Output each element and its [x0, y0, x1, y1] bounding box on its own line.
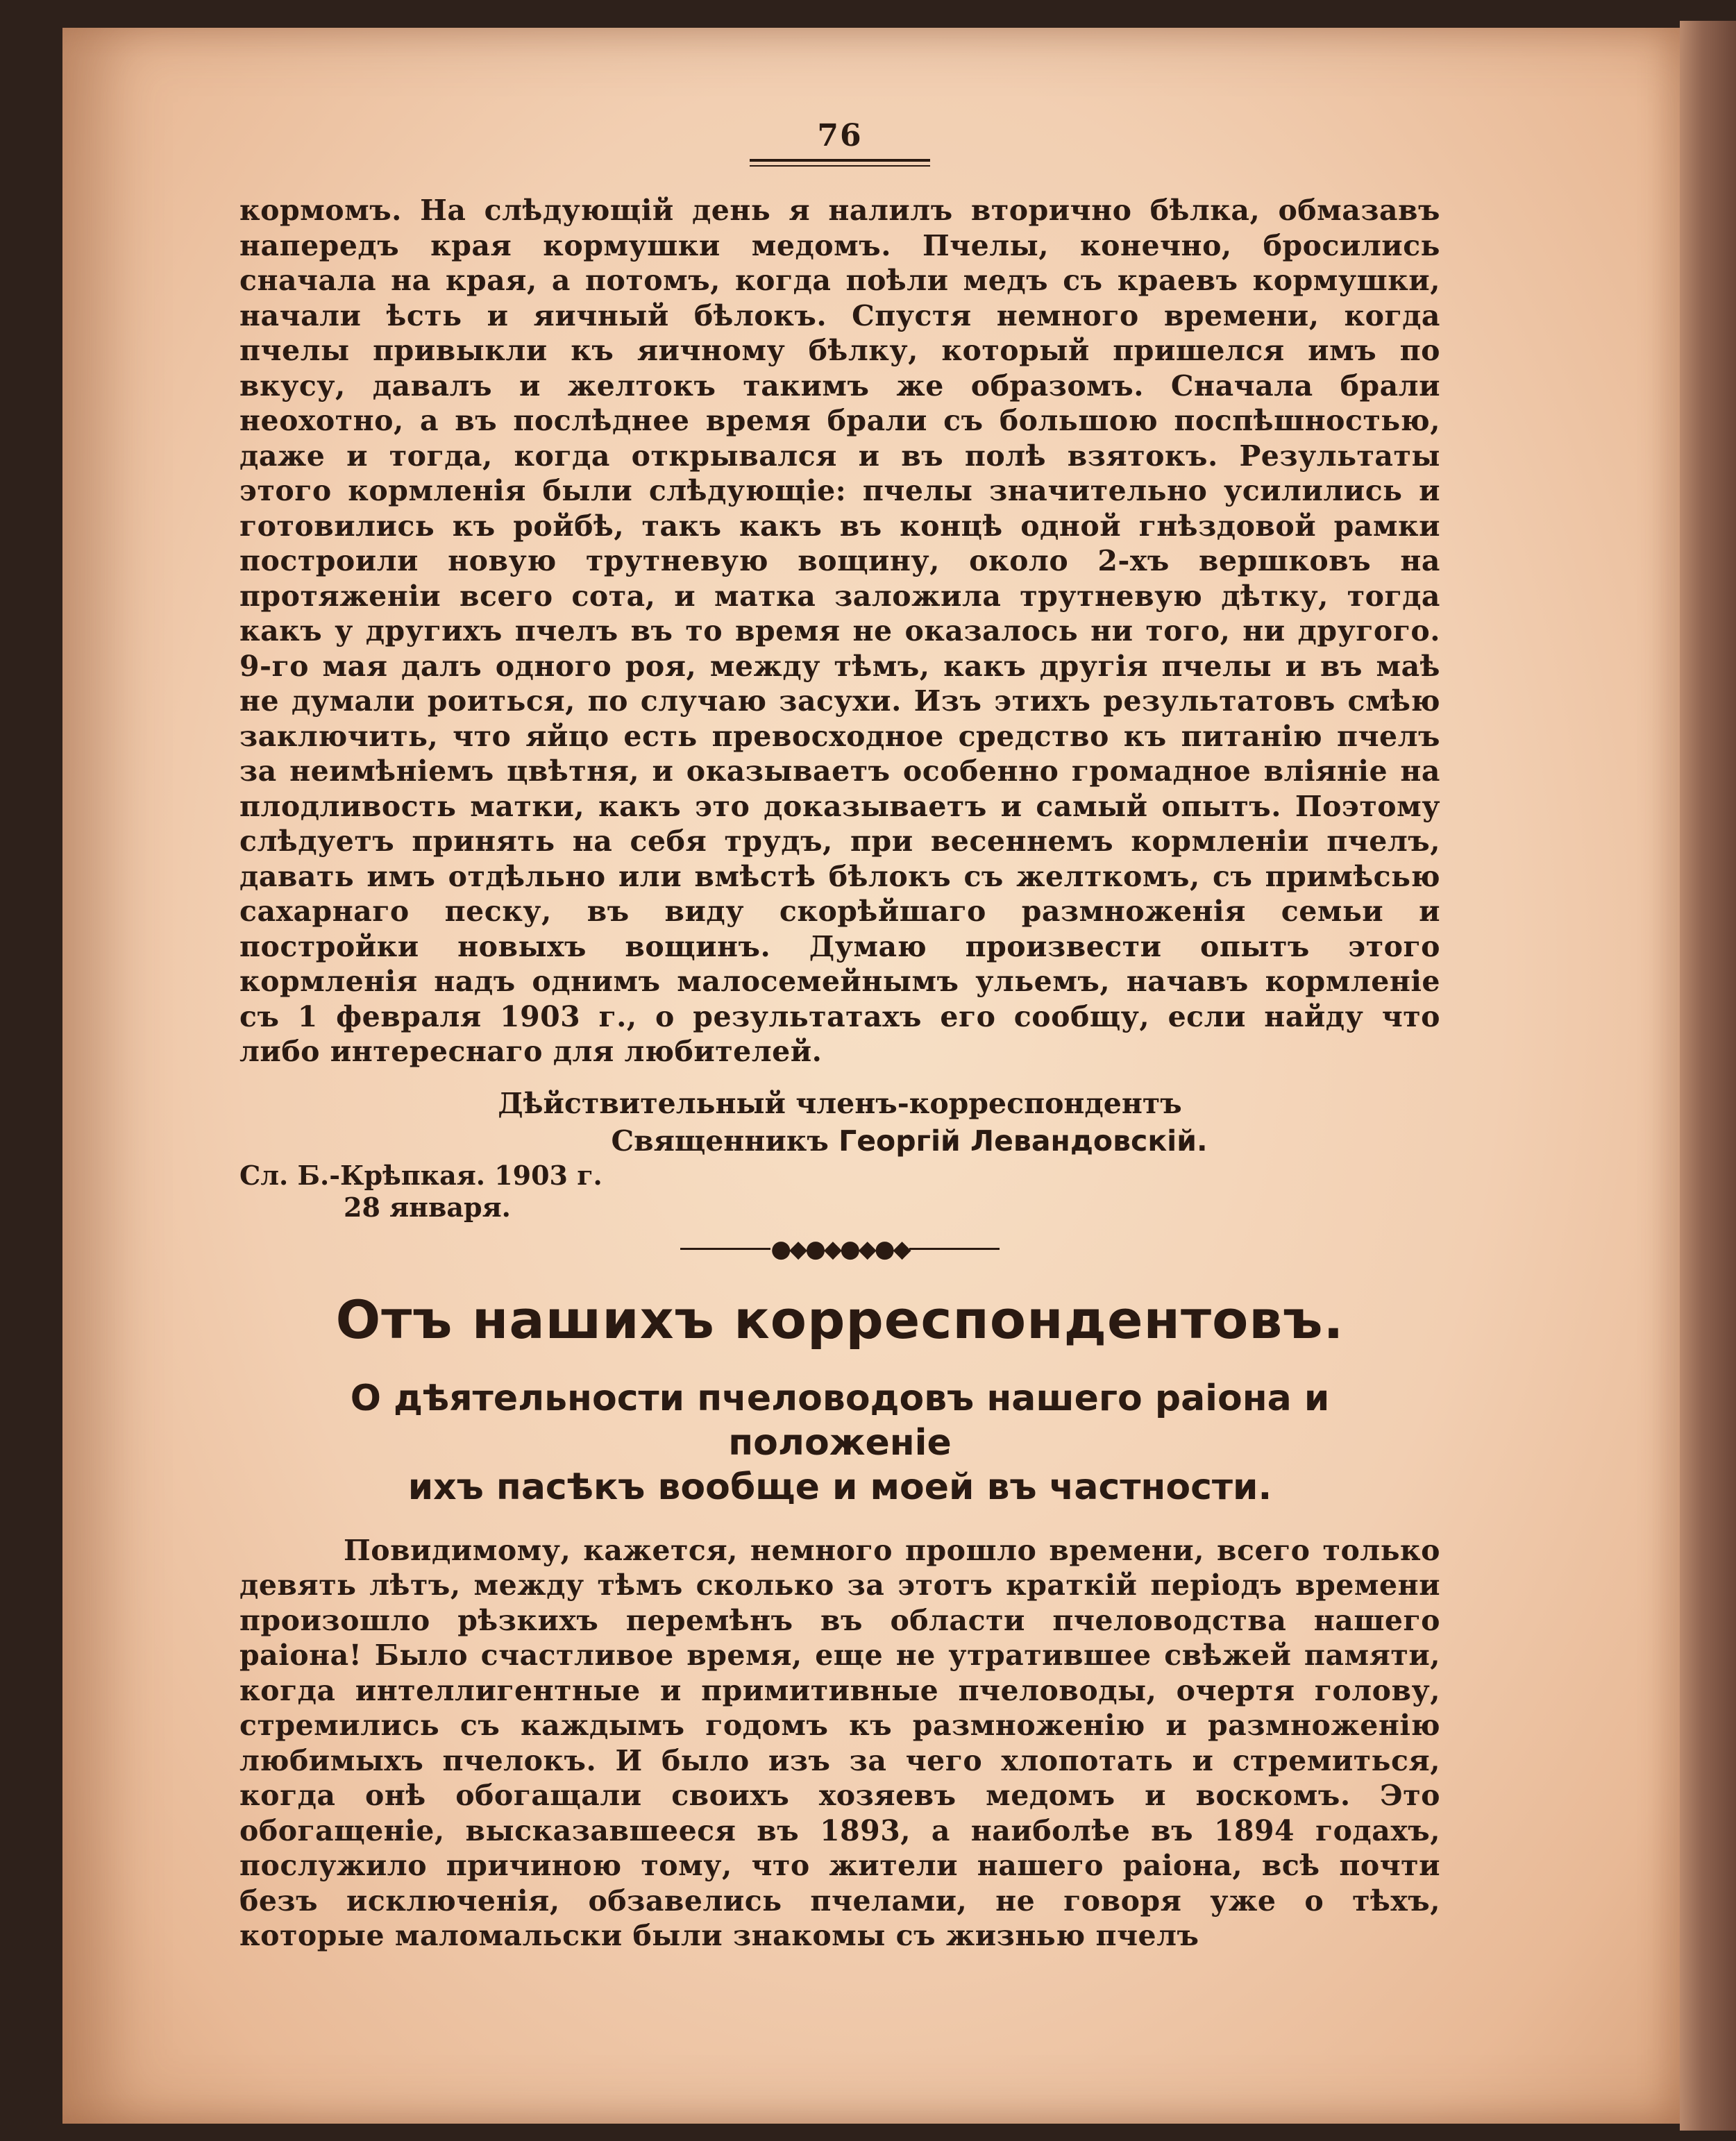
- ornament-line-left: [680, 1248, 770, 1250]
- section-ornament: [239, 1237, 1440, 1261]
- signature-name-line: [239, 1122, 1440, 1160]
- page-content: [239, 118, 1440, 1954]
- place-date: [239, 1160, 1440, 1224]
- article-title-line-1: О дѣятельности пчеловодовъ нашего раіона и положеніе: [350, 1377, 1330, 1464]
- signature-rank: Священникъ: [611, 1124, 829, 1158]
- place: Сл. Б.-Крѣпкая. 1903 г.: [239, 1159, 602, 1191]
- section-title: Отъ нашихъ корреспондентовъ.: [335, 1288, 1345, 1351]
- signature-title: Дѣйствительный членъ-корреспондентъ: [498, 1086, 1182, 1120]
- signature-name: Георгій Левандовскій.: [838, 1124, 1208, 1158]
- date: 28 января.: [344, 1191, 511, 1223]
- signature-block: [239, 1085, 1440, 1160]
- body-paragraph-1: кормомъ. На слѣдующій день я налилъ вторично бѣлка, обмазавъ напередъ края кормушки медомъ. Пчелы, конечно, бросились сначала на края, а потомъ, когда поѣли медъ съ краевъ кормушки, начали ѣсть и яичный бѣлокъ. Спустя немного времени, когда пчелы привыкли къ яичному бѣлку, который пришелся имъ по вкусу, давалъ и желтокъ такимъ же образомъ. Сначала брали неохотно, а въ послѣднее время брали съ большою поспѣшностью, даже и тогда, когда открывался и въ полѣ взятокъ. Результаты этого кормленія были слѣдующіе: пчелы значительно усилились и готовились къ ройбѣ, такъ какъ въ концѣ одной гнѣздовой рамки построили новую трутневую вощину, около 2-хъ вершковъ на протяженіи всего сота, и матка заложила трутневую дѣтку, тогда какъ у другихъ пчелъ въ то время не оказалось ни того, ни другого. 9-го мая далъ одного роя, между тѣмъ, какъ другія пчелы и въ маѣ не думали роиться, по случаю засухи. Изъ этихъ результатовъ смѣю заключить, что яйцо есть превосходное средство къ питанію пчелъ за неимѣніемъ цвѣтня, и оказываетъ особенно громадное вліяніе на плодливость матки, какъ это доказываетъ и самый опытъ. Поэтому слѣдуетъ принять на себя трудъ, при весеннемъ кормленіи пчелъ, давать имъ отдѣльно или вмѣстѣ бѣлокъ съ желткомъ, съ примѣсью сахарнаго песку, въ виду скорѣйшаго размноженія семьи и постройки новыхъ вощинъ. Думаю произвести опытъ этого кормленія надъ однимъ малосемейнымъ ульемъ, начавъ кормленіе съ 1 февраля 1903 г., о результатахъ его сообщу, если найду что либо интереснаго для любителей.: [239, 194, 1440, 1068]
- article-title-line-2: ихъ пасѣкъ вообще и моей въ частности.: [407, 1466, 1272, 1508]
- article-title: [239, 1376, 1440, 1509]
- ornament-dots: ●◆●◆●◆●◆: [770, 1235, 909, 1263]
- body-paragraph-2: Повидимому, кажется, немного прошло времени, всего только девять лѣтъ, между тѣмъ сколько за этотъ краткій періодъ времени произошло рѣзкихъ перемѣнъ въ области пчеловодства нашего раіона! Было счастливое время, еще не утратившее свѣжей памяти, когда интеллигентные и примитивные пчеловоды, очертя голову, стремились съ каждымъ годомъ къ размноженію и размноженію любимыхъ пчелокъ. И было изъ за чего хлопотать и стремиться, когда онѣ обогащали своихъ хозяевъ медомъ и воскомъ. Это обогащеніе, высказавшееся въ 1893, а наиболѣе въ 1894 годахъ, послужило причиною тому, что жители нашего раіона, всѣ почти безъ исключенія, обзавелись пчелами, не говоря уже о тѣхъ, которые маломальски были знакомы съ жизнью пчелъ: [239, 1533, 1440, 1952]
- ornament-line-right: [909, 1248, 1000, 1250]
- book-edge: [1680, 21, 1736, 2131]
- header-rule: [750, 159, 930, 167]
- page-number: 76: [817, 118, 863, 153]
